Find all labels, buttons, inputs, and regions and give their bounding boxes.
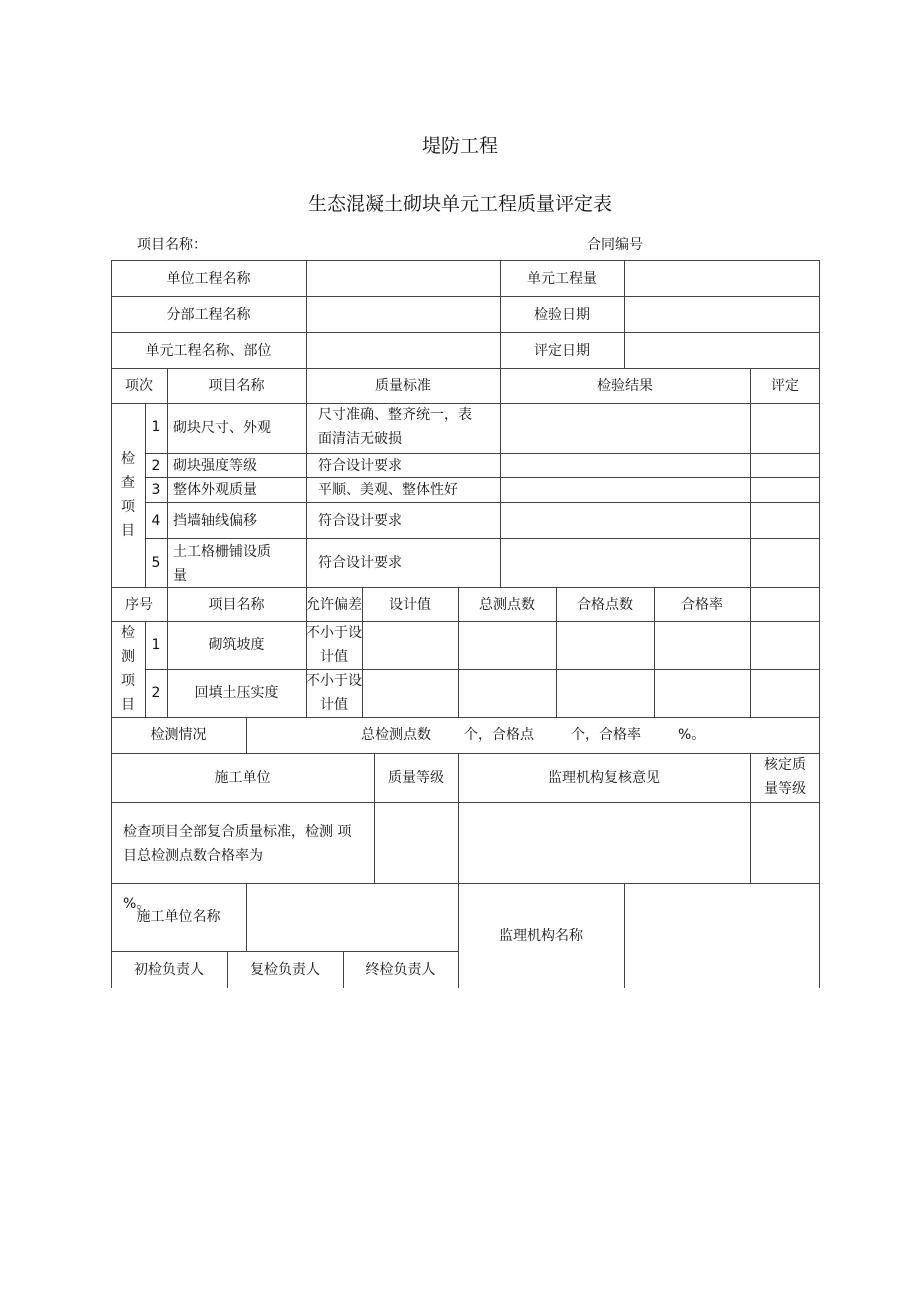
form-title: 生态混凝土砌块单元工程质量评定表 <box>307 193 612 215</box>
summary-pass-rate-text: 个，合格率 <box>571 727 641 743</box>
measure-item-1-name: 砌筑坡度 <box>208 637 265 653</box>
evaluation-date-label: 评定日期 <box>534 342 590 359</box>
supervisor-opinion-header: 监理机构复核意见 <box>548 770 660 786</box>
check-item-5-standard: 符合设计要求 <box>318 554 402 571</box>
construction-unit-statement: 检查项目全部复合质量标准，检测 项 目总检测点数合格率为 %。 <box>123 824 352 912</box>
measure-item-name-header: 项目名称 <box>208 596 265 613</box>
check-item-2-name: 砌块强度等级 <box>173 457 257 474</box>
check-item-5-no: 5 <box>151 554 161 571</box>
tolerance-header: 允许偏差 <box>306 596 362 613</box>
quality-grade-header: 质量等级 <box>388 770 444 786</box>
check-item-5-name: 土工格栅铺设质 量 <box>173 544 271 584</box>
check-index-header: 项次 <box>125 378 153 394</box>
check-item-3-name: 整体外观质量 <box>173 482 257 498</box>
rating-header: 评定 <box>771 378 799 394</box>
contract-no-label: 合同编号 <box>587 237 643 253</box>
check-item-name-header: 项目名称 <box>208 378 265 394</box>
summary-total-points-text: 总检测点数 <box>361 727 431 743</box>
measure-item-2-no: 2 <box>151 685 161 701</box>
verified-grade-header: 核定质 量等级 <box>764 757 806 797</box>
check-item-1-standard: 尺寸准确、整齐统一，表 面清洁无破损 <box>318 407 472 447</box>
inspection-summary-label: 检测情况 <box>150 727 207 743</box>
quality-standard-header: 质量标准 <box>375 378 431 394</box>
unit-project-name-label: 单位工程名称 <box>166 270 251 287</box>
sub-project-name-label: 分部工程名称 <box>166 306 251 323</box>
design-value-header: 设计值 <box>389 596 431 613</box>
check-item-4-name: 挡墙轴线偏移 <box>173 512 257 529</box>
check-item-1-name: 砌块尺寸、外观 <box>173 420 271 436</box>
check-item-4-standard: 符合设计要求 <box>318 512 402 529</box>
supervisor-name-label: 监理机构名称 <box>499 927 583 944</box>
project-name-label: 项目名称： <box>137 237 207 253</box>
pass-points-header: 合格点数 <box>577 596 633 613</box>
inspection-result-header: 检验结果 <box>597 378 653 394</box>
measure-item-1-no: 1 <box>151 637 161 653</box>
check-item-3-no: 3 <box>151 482 161 498</box>
re-inspector-label: 复检负责人 <box>250 961 320 978</box>
summary-pass-points-text: 个，合格点 <box>464 727 534 743</box>
measure-item-2-tolerance: 不小于设 计值 <box>306 673 362 713</box>
unit-quantity-label: 单元工程量 <box>527 270 597 287</box>
summary-percent-text: %。 <box>678 727 706 743</box>
final-inspector-label: 终检负责人 <box>365 961 436 978</box>
check-items-group-label: 检 查 项 目 <box>121 451 135 539</box>
check-item-2-standard: 符合设计要求 <box>318 457 402 474</box>
evaluation-form-table <box>111 260 820 988</box>
measure-items-group-label: 检 测 项 目 <box>121 625 135 713</box>
pass-rate-header: 合格率 <box>681 596 723 613</box>
check-item-4-no: 4 <box>151 512 161 529</box>
document-category: 堤防工程 <box>421 135 498 157</box>
measure-item-2-name: 回填土压实度 <box>194 685 279 701</box>
total-points-header: 总测点数 <box>479 596 535 613</box>
unit-name-location-label: 单元工程名称、部位 <box>145 342 272 359</box>
check-item-1-no: 1 <box>151 419 161 435</box>
check-item-2-no: 2 <box>151 457 161 474</box>
construction-unit-header: 施工单位 <box>214 770 271 786</box>
construction-unit-name-label: 施工单位名称 <box>136 909 221 925</box>
measure-seq-header: 序号 <box>125 596 153 613</box>
inspection-date-label: 检验日期 <box>534 306 590 323</box>
check-item-3-standard: 平顺、美观、整体性好 <box>318 482 458 498</box>
measure-item-1-tolerance: 不小于设 计值 <box>306 625 362 665</box>
initial-inspector-label: 初检负责人 <box>134 961 204 978</box>
